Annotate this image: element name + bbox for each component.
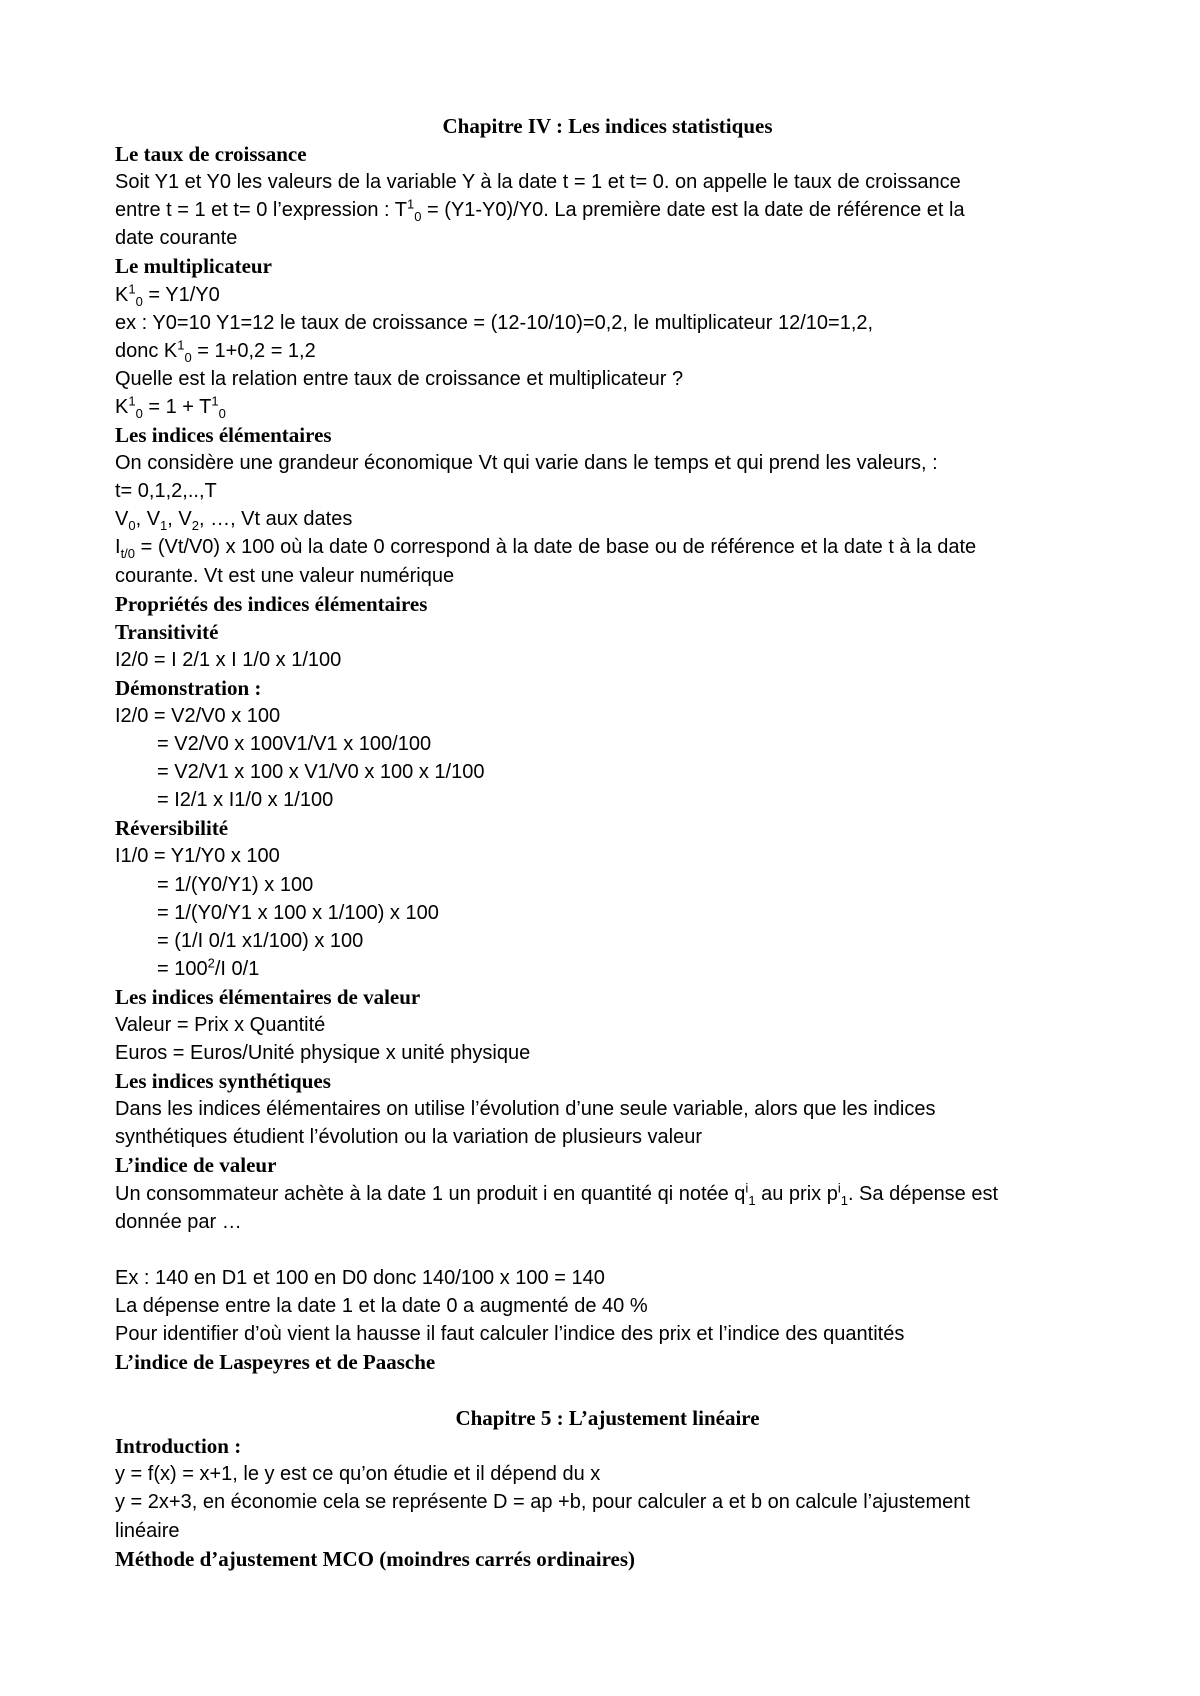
subscript: 1 xyxy=(748,1192,756,1208)
text-line: Valeur = Prix x Quantité xyxy=(115,1014,326,1036)
text-run: = Y1/Y0 xyxy=(142,283,220,306)
document-page xyxy=(115,112,1100,1573)
blank-line xyxy=(115,1376,1100,1404)
text-run: I xyxy=(115,536,121,559)
superscript: 1 xyxy=(211,393,219,409)
section-heading: Introduction : xyxy=(115,1434,242,1459)
text-line xyxy=(115,337,1100,365)
text-line: La dépense entre la date 1 et la date 0 a augmenté de 40 % xyxy=(115,1294,648,1317)
section-heading: L’indice de Laspeyres et de Paasche xyxy=(115,1350,436,1375)
text-run: , V xyxy=(135,508,161,531)
text-run: , V xyxy=(167,508,192,531)
section-heading: Le multiplicateur xyxy=(115,254,272,279)
subscript: 0 xyxy=(135,405,143,421)
chapter-title: Chapitre IV : Les indices statistiques xyxy=(442,114,773,138)
superscript: 1 xyxy=(128,280,136,296)
subscript: 2 xyxy=(191,518,199,534)
superscript: i xyxy=(745,1179,749,1195)
subscript: 0 xyxy=(414,209,422,225)
section-heading: Démonstration : xyxy=(115,675,262,700)
text-run: /I 0/1 xyxy=(214,957,260,980)
text-line: On considère une grandeur économique Vt qui varie dans le temps et qui prend les valeurs, : xyxy=(115,452,938,475)
superscript: i xyxy=(837,1179,841,1195)
section-heading: Transitivité xyxy=(115,619,219,644)
equation-line: = 1/(Y0/Y1 x 100 x 1/100) x 100 xyxy=(157,901,439,924)
text-line: Euros = Euros/Unité physique x unité physique xyxy=(115,1042,531,1065)
superscript: 1 xyxy=(177,337,185,353)
text-line: t= 0,1,2,..,T xyxy=(115,480,217,503)
text-run: = (Vt/V0) x 100 où la date 0 correspond à la date de base ou de référence et la date t à la date xyxy=(135,536,977,559)
text-line: ex : Y0=10 Y1=12 le taux de croissance = (12-10/10)=0,2, le multiplicateur 12/10=1,2, xyxy=(115,311,874,334)
text-line: Quelle est la relation entre taux de croissance et multiplicateur ? xyxy=(115,367,684,390)
text-line: I2/0 = I 2/1 x I 1/0 x 1/100 xyxy=(115,648,342,671)
text-run: . Sa dépense est xyxy=(847,1182,999,1205)
text-line xyxy=(115,533,1100,561)
text-line xyxy=(115,196,1100,224)
section-heading: Les indices synthétiques xyxy=(115,1069,331,1094)
text-line xyxy=(115,281,1100,309)
text-run: = 1+0,2 = 1,2 xyxy=(191,339,316,362)
text-run: entre t = 1 et t= 0 l’expression : T xyxy=(115,199,408,222)
text-run: = (Y1-Y0)/Y0. La première date est la date de référence et la xyxy=(421,199,965,222)
equation-line: = (1/I 0/1 x1/100) x 100 xyxy=(157,929,364,952)
text-line: Pour identifier d’où vient la hausse il faut calculer l’indice des prix et l’indice des quantités xyxy=(115,1322,905,1345)
text-line: courante. Vt est une valeur numérique xyxy=(115,564,455,587)
equation-line: = V2/V0 x 100V1/V1 x 100/100 xyxy=(157,733,432,756)
text-run: K xyxy=(115,395,129,418)
superscript: 2 xyxy=(207,955,215,971)
text-line: date courante xyxy=(115,227,238,250)
text-line: Ex : 140 en D1 et 100 en D0 donc 140/100 x 100 = 140 xyxy=(115,1266,605,1289)
equation-line: = 1/(Y0/Y1) x 100 xyxy=(157,873,314,896)
equation-line xyxy=(115,955,1100,983)
text-line: Soit Y1 et Y0 les valeurs de la variable Y à la date t = 1 et t= 0. on appelle le taux de croissance xyxy=(115,171,961,194)
section-heading: Les indices élémentaires xyxy=(115,423,332,448)
text-line: I1/0 = Y1/Y0 x 100 xyxy=(115,845,280,868)
text-run: au prix p xyxy=(755,1182,838,1205)
chapter-title: Chapitre 5 : L’ajustement linéaire xyxy=(455,1406,760,1431)
subscript: 0 xyxy=(184,349,192,365)
text-line: Dans les indices élémentaires on utilise l’évolution d’une seule variable, alors que les indices xyxy=(115,1098,936,1121)
subscript: 0 xyxy=(135,293,143,309)
text-line xyxy=(115,393,1100,421)
text-line: donnée par … xyxy=(115,1210,242,1233)
text-line: y = f(x) = x+1, le y est ce qu’on étudie et il dépend du x xyxy=(115,1463,601,1486)
text-run: Un consommateur achète à la date 1 un produit i en quantité qi notée q xyxy=(115,1182,746,1205)
text-line: synthétiques étudient l’évolution ou la variation de plusieurs valeur xyxy=(115,1126,703,1149)
text-run: = 100 xyxy=(157,957,208,980)
section-heading: Propriétés des indices élémentaires xyxy=(115,591,428,616)
subscript: 1 xyxy=(840,1192,848,1208)
equation-line: = V2/V1 x 100 x V1/V0 x 100 x 1/100 xyxy=(157,761,485,784)
text-run: , …, Vt aux dates xyxy=(198,508,353,531)
section-heading: Méthode d’ajustement MCO (moindres carrés ordinaires) xyxy=(115,1546,636,1571)
superscript: 1 xyxy=(128,393,136,409)
text-line: I2/0 = V2/V0 x 100 xyxy=(115,704,281,727)
section-heading: L’indice de valeur xyxy=(115,1153,277,1178)
subscript: 1 xyxy=(160,518,168,534)
section-heading: Le taux de croissance xyxy=(115,142,307,167)
subscript: 0 xyxy=(128,518,136,534)
superscript: 1 xyxy=(407,196,415,212)
section-heading: Les indices élémentaires de valeur xyxy=(115,984,421,1009)
text-line xyxy=(115,1180,1100,1208)
text-run: V xyxy=(115,508,129,531)
blank-line xyxy=(115,1236,1100,1264)
subscript: 0 xyxy=(218,405,226,421)
section-heading: Réversibilité xyxy=(115,816,229,841)
text-run: donc K xyxy=(115,339,178,362)
text-line xyxy=(115,505,1100,533)
text-run: = 1 + T xyxy=(142,395,212,418)
text-line: linéaire xyxy=(115,1519,180,1542)
text-run: K xyxy=(115,283,129,306)
subscript: t/0 xyxy=(120,546,136,562)
text-line: y = 2x+3, en économie cela se représente D = ap +b, pour calculer a et b on calcule l’ajustement xyxy=(115,1491,970,1514)
equation-line: = I2/1 x I1/0 x 1/100 xyxy=(157,789,334,812)
